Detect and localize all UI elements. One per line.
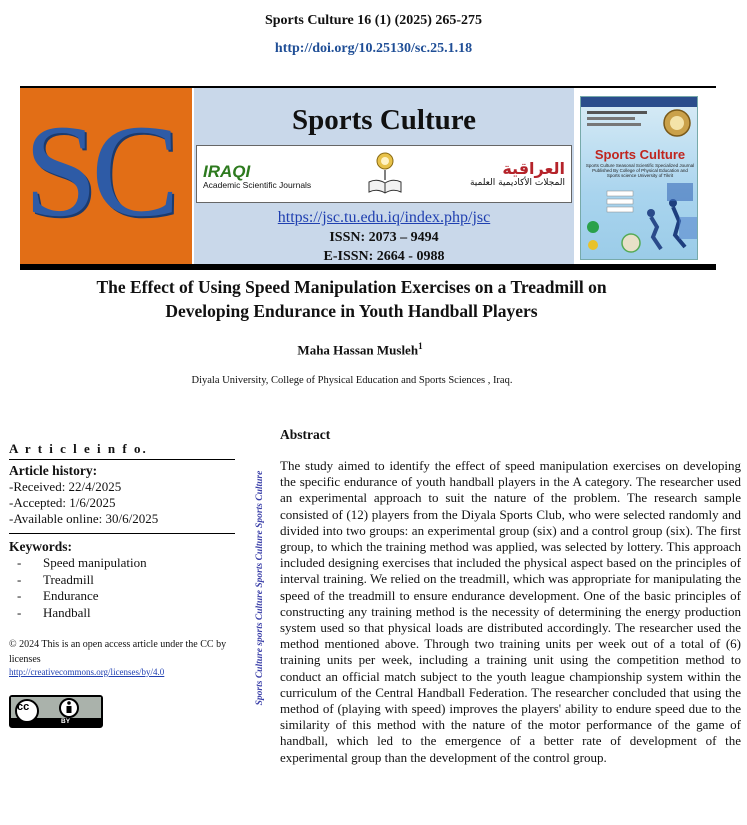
article-info-sidebar [9,441,235,728]
doi-link[interactable]: http://doi.org/10.25130/sc.25.1.18 [274,41,473,56]
journal-cover-image [580,96,698,260]
abstract-heading: Abstract [280,427,331,442]
arabic-logo-subtitle: المجلات الأكاديمية العلمية [469,178,565,188]
e-issn: E-ISSN: 2664 - 0988 [323,249,445,264]
vertical-journal-watermark [252,462,268,714]
article-title [0,275,703,323]
history-divider [9,533,235,534]
author-affiliation-marker: 1 [418,341,423,351]
article-info-heading: A r t i c l e i n f o. [9,441,235,460]
book-lamp-emblem-icon [365,150,405,198]
vertical-journal-text: Sports Culture sports Culture Sports Culture Sports Culture [255,470,265,706]
history-available-online: -Available online: 30/6/2025 [9,511,159,526]
author-affiliation: Diyala University, College of Physical Education and Sports Sciences , Iraq. [191,375,513,386]
keyword-bullet: - [17,571,22,587]
journal-title: Sports Culture [292,104,476,136]
keyword-item [9,572,235,589]
license-statement: © 2024 This is an open access article under the CC by licenses [9,639,227,665]
abstract-body: The study aimed to identify the effect of speed manipulation exercises on developing the specific endurance of youth handball players in the A category. The researcher used an experimental approach to suit the nature of the problem. The research sample consisted of (12) players from the Diyala Sports Club, who were selected randomly and divided into two groups: an experimental group (six) and a control group (six). The first group, to which the training method was applied, was selected by lottery. This approach included designing exercises that included the physical aspect based on the principles of interval training. We relied on the treadmill, which was appropriate for manipulating the speed of the treadmill to ensure endurance development. One of the basic principles of constructing any training method is the necessity of determining the energy production system used so that physical loads are distributed accordingly. The researcher used the method mentioned above. Through two training units per week out of a total of (6) training units per week, including a training unit using the competition method to conduct an official match subject to the youth league championship system within the curriculum of the Central Handball Federation. The researcher concluded that using the method of (playing with speed) improves the players' ability to endure speed due to the similarity of this method with the nature of the motor performance of the game of handball, which led to the emergence of a better rate of development of the experimental group than the development of the control group. [280,458,741,765]
iraqi-journals-logo [203,163,311,190]
author-name: Maha Hassan Musleh [297,342,419,358]
keyword-label: Speed manipulation [43,555,147,570]
keyword-label: Handball [43,604,91,620]
journal-url-link[interactable]: https://jsc.tu.edu.iq/index.php/jsc [277,209,491,226]
history-accepted: -Accepted: 1/6/2025 [9,495,116,510]
cover-sports-graphic [581,177,698,260]
author [0,341,720,358]
license-link[interactable]: http://creativecommons.org/licenses/by/4.0 [9,667,165,677]
keyword-item [9,605,235,622]
issn: ISSN: 2073 – 9494 [329,230,439,245]
keyword-label: Treadmill [43,571,94,587]
keyword-bullet: - [17,555,22,570]
logo-strip [196,145,572,203]
keyword-bullet: - [17,588,22,603]
cc-text-glyph: cc [17,701,30,713]
creative-commons-badge[interactable] [9,695,103,728]
iraqi-logo-subtitle: Academic Scientific Journals [203,180,312,190]
arabic-journals-logo [470,160,565,188]
article-history-heading: Article history: [9,463,98,478]
sc-logo [20,88,192,264]
sc-logo-text: SC [24,97,174,244]
cc-badge-label: BY [61,718,71,725]
banner-bottom-rule [20,264,716,270]
keyword-label: Endurance [43,588,99,603]
cover-title: Sports Culture [594,147,686,162]
article-title-line-1: The Effect of Using Speed Manipulation Exercises on a Treadmill on [96,277,607,297]
journal-info-panel [194,88,574,264]
keyword-item [9,555,235,572]
cover-header-graphic [581,97,698,143]
journal-banner [20,86,716,270]
keyword-bullet: - [17,604,22,620]
keyword-item [9,588,235,605]
article-title-line-2: Developing Endurance in Youth Handball Players [165,301,538,321]
iraqi-logo-word: IRAQI [203,162,251,181]
journal-citation: Sports Culture 16 (1) (2025) 265-275 [264,13,483,28]
arabic-logo-word: العراقية [502,159,565,178]
keywords-heading: Keywords: [9,539,72,554]
cover-description: Sports Culture Seasonal Scientific Specialized Journal Published By College of Physical Education and Sports science University of Tikrit [585,163,695,178]
history-received: -Received: 22/4/2025 [9,479,122,494]
